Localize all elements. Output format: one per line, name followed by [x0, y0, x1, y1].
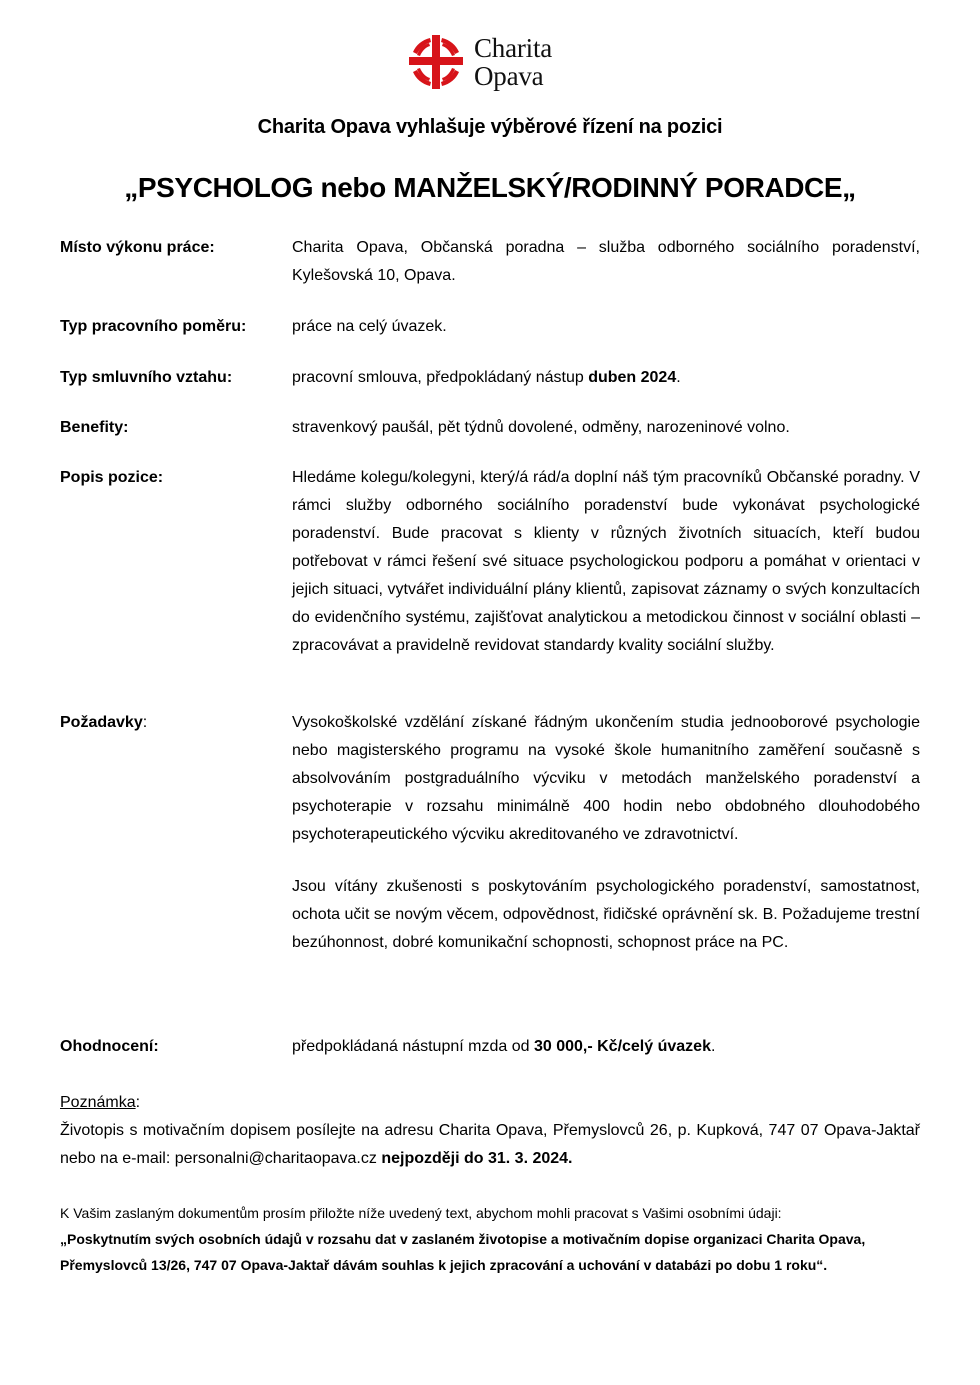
field-value	[292, 364, 920, 392]
note-section	[60, 1089, 920, 1173]
field-value	[292, 1033, 920, 1061]
field-label	[60, 709, 290, 737]
logo-line-1: Charita	[474, 33, 553, 63]
field-value: stravenkový paušál, pět týdnů dovolené, odměny, narozeninové volno.	[292, 419, 790, 436]
logo-wordmark	[474, 34, 552, 90]
note-text: Životopis s motivačním dopisem posílejte na adresu Charita Opava, Přemyslovců 26, p. Kupková, 747 07 Opava-Jaktař nebo na e-mail:	[60, 1122, 920, 1167]
label-colon: :	[142, 714, 148, 731]
start-date: duben 2024	[588, 369, 677, 386]
charita-opava-logo	[406, 30, 576, 94]
field-label: Místo výkonu práce:	[60, 239, 215, 256]
consent-intro: K Vašim zaslaným dokumentům prosím přiložte níže uvedený text, abychom mohli pracovat s Vašimi osobními údaji:	[60, 1205, 782, 1221]
field-value: Hledáme kolegu/kolegyni, který/á rád/a doplní náš tým pracovníků Občanské poradny. V rámci služby odborného sociálního poradenství bude vykonávat psychologické poradenství. Bude pracovat s klienty v různých životních situacích, kteří budou potřebovat v rámci řešení své situace psychologickou podporu a pomáhat v orientaci v jejich situaci, vytvářet individuální plány klientů, zapisovat záznamy o svých konzultacích do evidenčního systému, zajišťovat analytickou a metodickou činnost v sociální oblasti – zpracovávat a pravidelně revidovat standardy kvality sociální služby.	[292, 469, 920, 654]
salary-amount: 30 000,- Kč/celý úvazek	[533, 1038, 711, 1055]
label-text: Požadavky	[60, 714, 143, 731]
field-label: Ohodnocení:	[60, 1038, 159, 1055]
value-text: .	[676, 369, 681, 386]
email-link[interactable]: personalni@charitaopava.cz	[174, 1150, 377, 1167]
consent-statement: „Poskytnutím svých osobních údajů v rozsahu dat v zaslaném životopise a motivačním dopise organizaci Charita Opava, Přemyslovců 13/26, 747 07 Opava-Jaktař dávám souhlas k jejich zpracování a uchování v databázi po dobu 1 roku“.	[60, 1231, 866, 1273]
field-label: Benefity:	[60, 419, 129, 436]
deadline: nejpozději do 31. 3. 2024.	[376, 1150, 573, 1167]
requirements-paragraph-2: Jsou vítány zkušenosti s poskytováním psychologického poradenství, samostatnost, ochota učit se novým věcem, odpovědnost, řidičské oprávnění sk. B. Požadujeme trestní bezúhonnost, dobré komunikační schopnosti, schopnost práce na PC.	[292, 878, 920, 951]
position-title: „PSYCHOLOG nebo MANŽELSKÝ/RODINNÝ PORADCE„	[124, 172, 856, 203]
note-heading-colon: :	[135, 1094, 141, 1111]
logo-line-2: Opava	[474, 61, 544, 91]
field-value	[292, 709, 920, 957]
field-value: Charita Opava, Občanská poradna – služba odborného sociálního poradenství, Kylešovská 10, Opava.	[292, 239, 920, 284]
consent-section	[60, 1200, 920, 1278]
value-text: pracovní smlouva, předpokládaný nástup	[292, 369, 589, 386]
note-heading	[60, 1089, 920, 1117]
announcement-subtitle: Charita Opava vyhlašuje výběrové řízení na pozici	[257, 116, 723, 138]
field-value: práce na celý úvazek.	[292, 318, 447, 335]
field-label: Typ pracovního poměru:	[60, 318, 247, 335]
value-text: předpokládaná nástupní mzda od	[292, 1038, 534, 1055]
requirements-paragraph-1: Vysokoškolské vzdělání získané řádným ukončením studia jednooborové psychologie nebo magisterského programu na vysoké škole humanitního zaměření současně s absolvováním postgraduálního výcviku v metodách manželského poradenství a psychoterapie v rozsahu minimálně 400 hodin nebo obdobného dlouhodobého psychoterapeutického výcviku akreditovaného ve zdravotnictví.	[292, 714, 920, 843]
field-label: Typ smluvního vztahu:	[60, 369, 233, 386]
field-label: Popis pozice:	[60, 469, 164, 486]
note-heading-text: Poznámka	[60, 1094, 136, 1111]
caritas-cross-icon	[406, 32, 466, 92]
note-body	[60, 1117, 920, 1173]
value-text: .	[710, 1038, 716, 1055]
